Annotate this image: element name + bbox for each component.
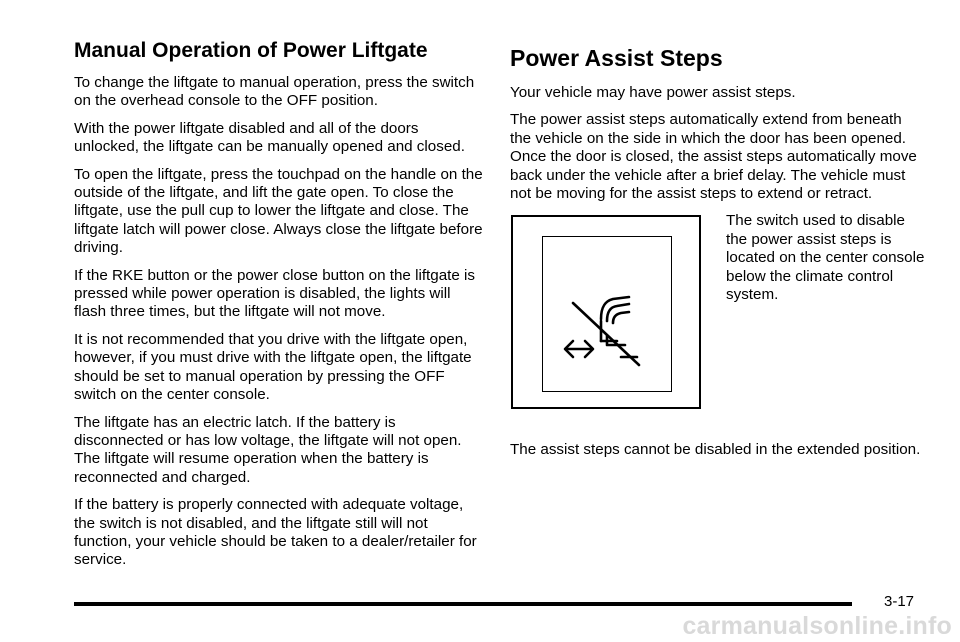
paragraph: Your vehicle may have power assist steps. [510, 84, 796, 101]
switch-button [542, 236, 672, 392]
figure-caption: The switch used to disable the power assist steps is located on the center console below the climate control system. [726, 212, 925, 304]
paragraph: It is not recommended that you drive with the liftgate open, however, if you must drive with the liftgate open, the liftgate should be set to manual operation by pressing the OFF switch on the center console. [74, 330, 472, 404]
paragraph: With the power liftgate disabled and all of the doors unlocked, the liftgate can be manually opened and closed. [74, 119, 465, 156]
switch-figure [510, 212, 926, 417]
paragraph: The assist steps cannot be disabled in the extended position. [510, 441, 921, 459]
paragraph: The power assist steps automatically extend from beneath the vehicle on the side in which the door has been opened. Once the door is closed, the assist steps automatically move back under the vehicle after a brief delay. The vehicle must not be moving for the assist steps to extend or retract. [510, 111, 917, 203]
paragraph: The liftgate has an electric latch. If the battery is disconnected or has low voltage, the liftgate will not open. The liftgate will resume operation when the battery is reconnected and charged. [74, 413, 462, 486]
left-column [74, 38, 486, 579]
right-column [510, 38, 926, 469]
paragraph: If the RKE button or the power close button on the liftgate is pressed while power operation is disabled, the lights will flash three times, but the liftgate will not move. [74, 266, 476, 321]
section-heading-power-assist-steps: Power Assist Steps [510, 45, 723, 71]
watermark: carmanualsonline.info [682, 612, 952, 640]
paragraph: If the battery is properly connected with adequate voltage, the switch is not disabled, and the liftgate still will not function, your vehicle should be taken to a dealer/retailer for service. [74, 496, 477, 569]
paragraph: To open the liftgate, press the touchpad on the handle on the outside of the liftgate, and lift the gate open. To close the liftgate, use the pull cup to lower the liftgate and close. The liftgate latch will power close. Always close the liftgate before driving. [74, 165, 483, 257]
figure-frame [511, 215, 701, 409]
power-assist-steps-disable-icon [543, 237, 673, 393]
section-heading-manual-liftgate: Manual Operation of Power Liftgate [74, 39, 428, 62]
footer-rule [74, 602, 852, 606]
page-number: 3-17 [884, 593, 915, 610]
paragraph: To change the liftgate to manual operation, press the switch on the overhead console to the OFF position. [74, 74, 475, 110]
